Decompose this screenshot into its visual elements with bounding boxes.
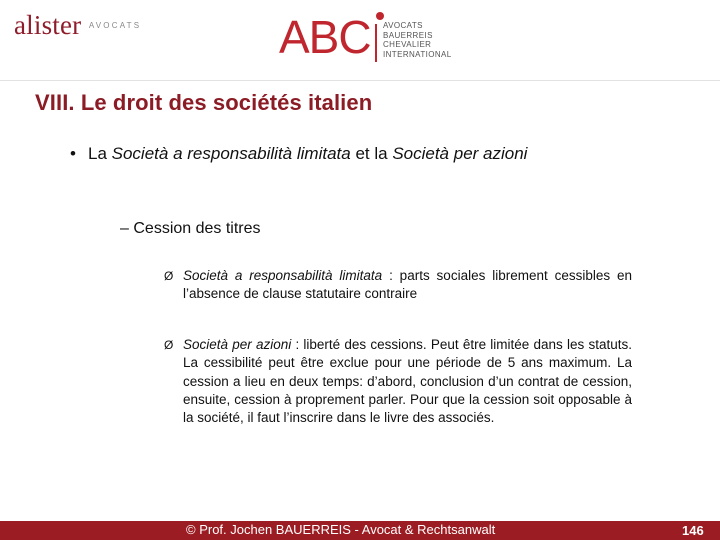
bullet-marker: • — [70, 144, 76, 163]
abc-logo-lines — [383, 21, 452, 59]
abc-logo-divider — [375, 24, 377, 62]
bullet-term-spa: Società per azioni — [392, 144, 528, 163]
sub-bullet-text — [164, 336, 632, 427]
sub-bullet-body: : liberté des cessions. Peut être limitée dans les statuts. La cessibilité peut être exclue pour une période de 5 ans maximum. La cession a lieu en deux temps: d’abord, conclusion d’un contrat de cession, ensuite, cession à proprement parler. Pour que la cession soit opposable à la société, il faut l’inscrire dans le livre des associés. — [183, 337, 632, 426]
sub-bullet-term: Società a responsabilità limitata — [183, 268, 383, 283]
bullet-prefix: La — [88, 144, 112, 163]
alister-logo-word: alister — [14, 10, 82, 40]
main-bullet-text — [70, 143, 610, 165]
sub-bullet-text — [164, 267, 632, 304]
footer-bar — [0, 521, 720, 540]
abc-logo-line: BAUERREIS — [383, 30, 433, 40]
slide-title: VIII. Le droit des sociétés italien — [35, 90, 373, 115]
abc-logo-line: AVOCATS — [383, 21, 423, 30]
alister-logo-subtitle: AVOCATS — [88, 21, 142, 30]
abc-logo-line: INTERNATIONAL — [383, 49, 452, 59]
page-number: 146 — [682, 523, 704, 538]
arrow-bullet-icon: Ø — [164, 338, 174, 352]
sub-bullet-srl — [164, 267, 632, 304]
abc-logo-word: ABC — [279, 11, 371, 63]
arrow-bullet-icon: Ø — [164, 269, 174, 283]
main-bullet — [70, 143, 610, 165]
header-divider — [0, 80, 720, 81]
sub-bullet-body: : parts sociales librement cessibles en l’absence de clause statutaire contraire — [183, 268, 632, 302]
abc-logo-dot-icon — [376, 12, 384, 20]
subheading-marker: – — [120, 220, 129, 237]
footer-copyright: © Prof. Jochen BAUERREIS - Avocat & Rechtsanwalt — [186, 522, 496, 537]
subheading-text: Cession des titres — [133, 220, 261, 237]
bullet-middle: et la — [350, 144, 393, 163]
abc-logo — [279, 10, 469, 65]
bullet-term-srl: Società a responsabilità limitata — [111, 144, 351, 163]
alister-logo — [14, 12, 141, 39]
sub-bullet-term: Società per azioni — [183, 337, 292, 352]
sub-bullet-spa — [164, 336, 632, 427]
subheading — [120, 220, 261, 238]
abc-logo-line: CHEVALIER — [383, 40, 432, 50]
